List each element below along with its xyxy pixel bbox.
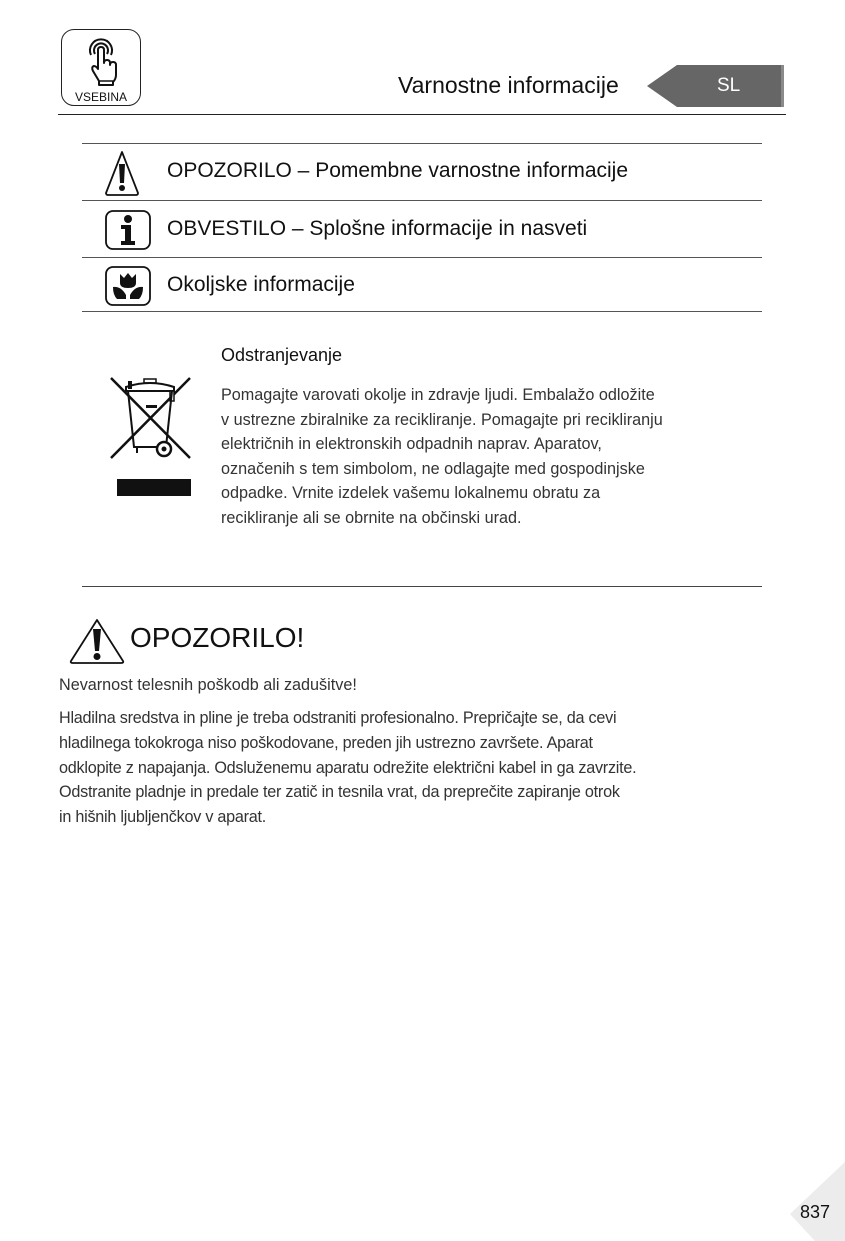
- disposal-heading: Odstranjevanje: [221, 345, 343, 365]
- disposal-line: recikliranje ali se obrnite na občinski urad.: [221, 508, 522, 527]
- legend-row-info: [82, 201, 762, 257]
- toc-button-label: VSEBINA: [74, 90, 128, 104]
- warning-title: OPOZORILO!: [130, 622, 305, 653]
- info-icon: [104, 209, 152, 251]
- warning-line: Odstranite pladnje in predale ter zatič in tesnila vrat, da preprečite zapiranje otrok: [59, 783, 620, 802]
- legend-text: Okoljske informacije: [167, 273, 355, 296]
- page-number: 837: [800, 1202, 831, 1222]
- disposal-line: Pomagajte varovati okolje in zdravje ljudi. Embalažo odložite: [221, 386, 655, 404]
- warning-line: Hladilna sredstva in pline je treba odstraniti profesionalno. Prepričajte se, da cevi: [59, 709, 617, 727]
- legend-divider: [82, 311, 762, 312]
- language-tab-shape: [647, 65, 784, 107]
- legend-text: OBVESTILO – Splošne informacije in nasveti: [167, 217, 588, 240]
- disposal-line: električnih in elektronskih odpadnih naprav. Aparatov,: [221, 435, 602, 454]
- crossed-out-wheelie-bin-icon: [108, 375, 194, 499]
- warning-paragraph: [59, 706, 789, 830]
- disposal-line: v ustrezne zbiralnike za recikliranje. Pomagajte pri recikliranju: [221, 410, 663, 429]
- legend-row-environment: [82, 258, 762, 314]
- legend-text: OPOZORILO – Pomembne varnostne informacije: [167, 159, 629, 182]
- legend-row-warning: [82, 144, 762, 200]
- warning-line: hladilnega tokokroga niso poškodovane, preden jih ustrezno završete. Aparat: [59, 733, 593, 752]
- disposal-paragraph: [221, 383, 766, 531]
- disposal-line: označenih s tem simbolom, ne odlagajte med gospodinjske: [221, 459, 645, 478]
- warning-triangle-icon: [69, 617, 125, 665]
- warning-line: in hišnih ljubljenčkov v aparat.: [59, 808, 267, 827]
- language-code: SL: [717, 75, 741, 96]
- warning-triangle-icon: [104, 149, 140, 197]
- section-divider: [82, 586, 762, 587]
- warning-line: odklopite z napajanja. Odsluženemu aparatu odrežite električni kabel in ga zavrzite.: [59, 758, 637, 777]
- page-title: Varnostne informacije: [398, 72, 619, 98]
- disposal-line: odpadke. Vrnite izdelek vašemu lokalnemu obratu za: [221, 484, 601, 503]
- language-tab: [647, 65, 784, 107]
- touch-hand-icon: [81, 35, 123, 87]
- environment-flower-icon: [104, 265, 152, 307]
- header-divider: [58, 114, 786, 115]
- toc-button[interactable]: [61, 29, 141, 106]
- warning-subtitle: Nevarnost telesnih poškodb ali zadušitve!: [59, 676, 357, 694]
